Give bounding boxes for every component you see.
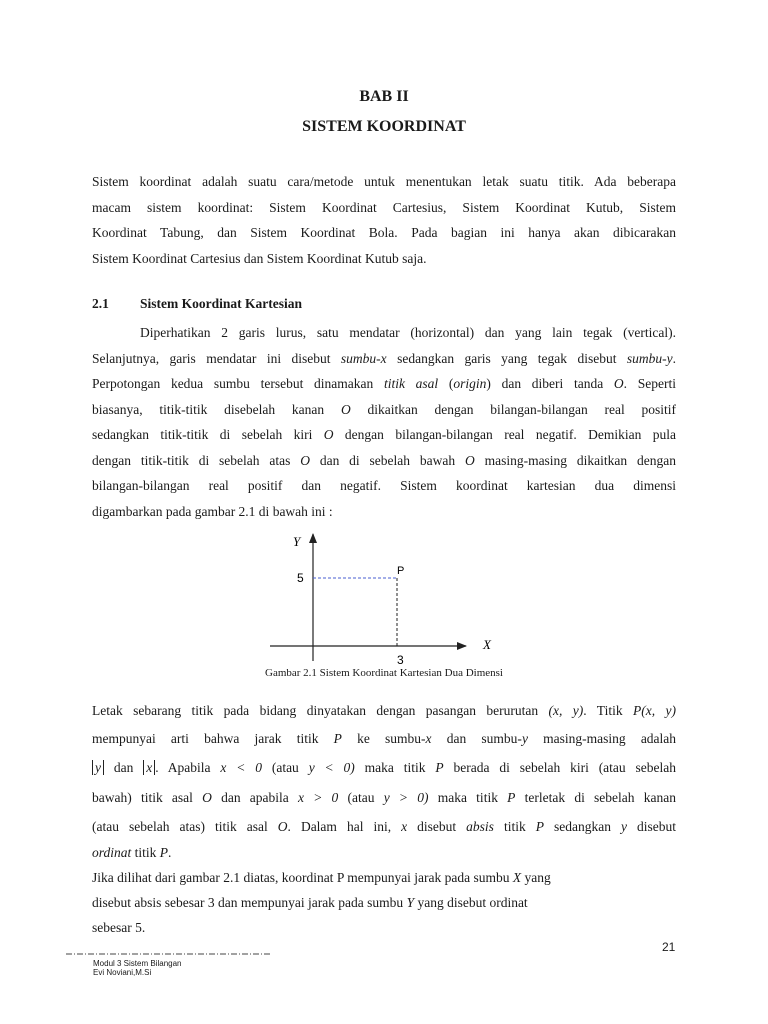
intro-line: Sistem Koordinat Cartesius dan Sistem Koordinat Kutub saja.	[92, 250, 427, 266]
section-number: 2.1	[92, 296, 109, 311]
body-line: Selanjutnya, garis mendatar ini disebut sumbu-x sedangkan garis yang tegak disebut sumbu-y.	[92, 350, 676, 366]
body2-line: Letak sebarang titik pada bidang dinyatakan dengan pasangan berurutan (x, y). Titik P(x, y)	[92, 703, 676, 718]
body2-line: sebesar 5.	[92, 920, 146, 935]
page-number: 21	[662, 940, 676, 954]
body-line: digambarkan pada gambar 2.1 di bawah ini :	[92, 503, 333, 519]
figure-caption: Gambar 2.1 Sistem Koordinat Kartesian Dua Dimensi	[265, 667, 503, 679]
footer-author: Evi Noviani,M.Si	[93, 968, 152, 977]
body-paragraph	[92, 320, 676, 524]
body-line: Perpotongan kedua sumbu tersebut dinamakan titik asal (origin) dan diberi tanda O. Seperti	[92, 376, 676, 391]
chapter-heading: BAB II	[359, 88, 409, 105]
y-tick-label: 5	[297, 571, 304, 585]
body2-line: Jika dilihat dari gambar 2.1 diatas, koordinat P mempunyai jarak pada sumbu X yang	[92, 870, 551, 885]
section-title-wrap	[140, 296, 302, 312]
intro-paragraph	[92, 169, 676, 271]
point-label: P	[397, 565, 405, 577]
cartesian-figure	[260, 528, 500, 668]
body-line: sedangkan titik-titik di sebelah kiri O dengan bilangan-bilangan real negatif. Demikian pula	[92, 427, 676, 442]
intro-line: Sistem koordinat adalah suatu cara/metode untuk menentukan letak suatu titik. Ada beberapa	[92, 174, 676, 189]
intro-line: macam sistem koordinat: Sistem Koordinat Cartesius, Sistem Koordinat Kutub, Sistem	[92, 199, 676, 215]
footer-divider	[66, 952, 274, 956]
body2-line: disebut absis sebesar 3 dan mempunyai jarak pada sumbu Y yang disebut ordinat	[92, 895, 528, 910]
body-line: bilangan-bilangan real positif dan negatif. Sistem koordinat kartesian dua dimensi	[92, 478, 676, 493]
y-axis-label: Y	[293, 534, 301, 549]
intro-line: Koordinat Tabung, dan Sistem Koordinat Bola. Pada bagian ini hanya akan dibicarakan	[92, 225, 676, 240]
body-line: Diperhatikan 2 garis lurus, satu mendatar (horizontal) dan yang lain tegak (vertical).	[140, 325, 676, 340]
body-line: dengan titik-titik di sebelah atas O dan di sebelah bawah O masing-masing dikaitkan dengan	[92, 452, 676, 468]
body2-line: y dan x . Apabila x < 0 (atau y < 0) maka titik P berada di sebelah kiri (atau sebelah	[92, 753, 676, 783]
section-heading	[92, 296, 109, 312]
body-line: biasanya, titik-titik disebelah kanan O dikaitkan dengan bilangan-bilangan real positif	[92, 401, 676, 417]
footer-module: Modul 3 Sistem Bilangan	[93, 959, 182, 968]
section-title: Sistem Koordinat Kartesian	[140, 296, 302, 311]
body2-paragraph	[92, 698, 676, 940]
body2-line: (atau sebelah atas) titik asal O. Dalam hal ini, x disebut absis titik P sedangkan y disebut	[92, 819, 677, 834]
x-axis-label: X	[483, 637, 491, 652]
abs-y: y	[92, 760, 104, 775]
chapter-title: SISTEM KOORDINAT	[302, 118, 466, 135]
body2-line: mempunyai arti bahwa jarak titik P ke sumbu-x dan sumbu-y masing-masing adalah	[92, 731, 677, 746]
body2-line: bawah) titik asal O dan apabila x > 0 (atau y > 0) maka titik P terletak di sebelah kanan	[92, 790, 676, 805]
abs-x: x	[143, 760, 155, 775]
body2-line: ordinat titik P.	[92, 845, 172, 860]
x-tick-label: 3	[397, 653, 404, 667]
